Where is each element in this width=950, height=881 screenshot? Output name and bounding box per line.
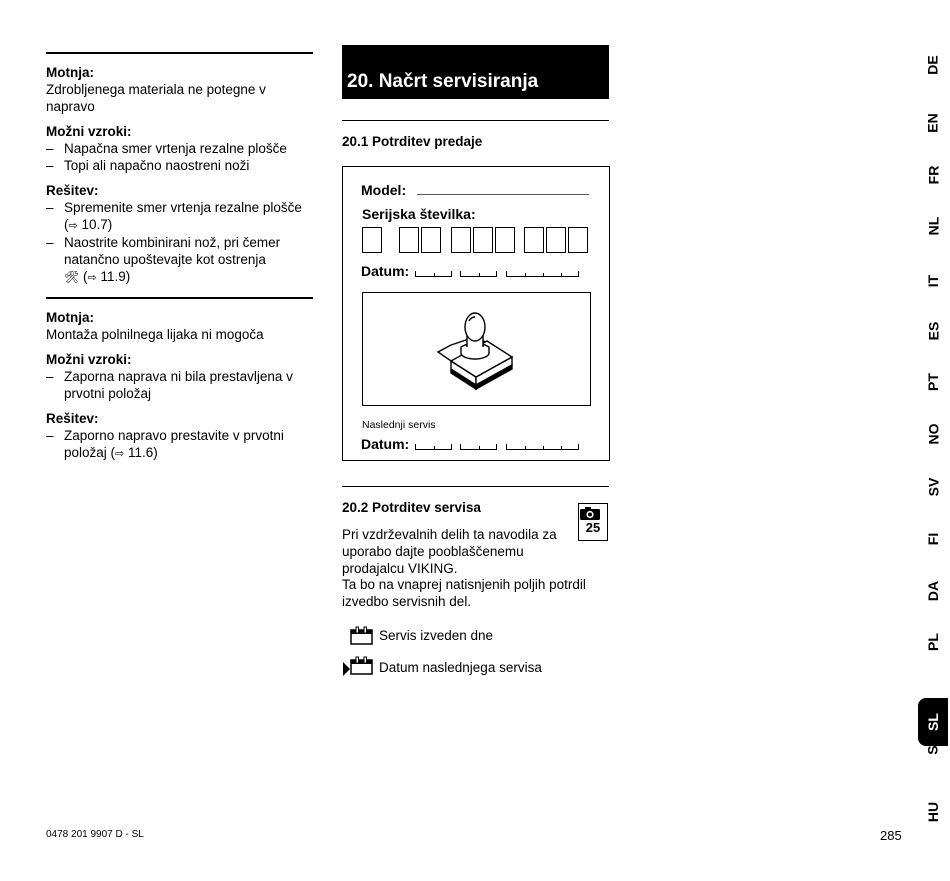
language-tab-es[interactable]	[918, 316, 948, 346]
calendar-icon	[350, 626, 373, 645]
troubleshooting-block-1	[46, 52, 313, 286]
serial-digit-box	[546, 227, 566, 253]
date-field-month	[460, 444, 497, 450]
language-tab-no[interactable]	[918, 419, 948, 449]
language-tab-label: FR	[924, 165, 941, 185]
legend-label: Servis izveden dne	[379, 628, 494, 643]
language-tab-fi[interactable]	[918, 524, 948, 554]
solution-heading: Rešitev:	[46, 411, 99, 426]
stamp-icon	[363, 293, 592, 407]
language-tab-label: EN	[924, 113, 941, 133]
language-tab-label: NO	[925, 423, 941, 445]
legend-label: Datum naslednjega servisa	[379, 659, 542, 675]
language-tab-label: SL	[924, 713, 941, 731]
camera-icon	[579, 506, 601, 521]
date-field-day	[415, 444, 452, 450]
problem-heading: Motnja:	[46, 310, 94, 325]
arrow-ref-icon: ⇨	[115, 447, 125, 460]
list-item: – Naostrite kombinirani nož, pri čemer natančno upoštevajte kot ostrenja 🛠 (⇨ 11.9)	[46, 235, 281, 284]
language-tab-label: DE	[924, 55, 941, 75]
date-label: Datum:	[361, 263, 410, 279]
solution-heading: Rešitev:	[46, 183, 99, 198]
date-field-year	[506, 444, 579, 450]
causes-heading: Možni vzroki:	[46, 124, 132, 139]
serial-digit-box	[399, 227, 419, 253]
handover-card	[342, 166, 610, 461]
arrow-ref-icon: ⇨	[68, 219, 78, 232]
serial-digit-box	[473, 227, 493, 253]
date-field-day	[415, 271, 452, 277]
photo-reference-badge	[578, 503, 608, 541]
serial-digit-box	[362, 227, 382, 253]
date-field-year	[506, 271, 579, 277]
serial-digit-box	[421, 227, 441, 253]
problem-text: Montaža polnilnega lijaka ni mogoča	[46, 327, 264, 342]
tools-icon: 🛠	[64, 270, 80, 284]
language-tab-label: HU	[924, 801, 941, 823]
model-label: Model:	[361, 182, 407, 198]
legend-service-done	[350, 626, 493, 645]
language-tab-nl[interactable]	[918, 211, 948, 241]
language-tab-label: FI	[924, 532, 941, 546]
language-tab-it[interactable]	[918, 266, 948, 296]
section-heading-20-2: 20.2 Potrditev servisa	[342, 500, 481, 515]
service-paragraph-2: Ta bo na vnaprej natisnjenih poljih potrdil izvedbo servisnih del.	[342, 577, 586, 609]
problem-heading: Motnja:	[46, 65, 94, 80]
document-number: 0478 201 9907 D - SL	[46, 829, 144, 840]
language-tab-label: NL	[924, 216, 941, 236]
page-title: 20. Načrt servisiranja	[342, 45, 609, 99]
causes-heading: Možni vzroki:	[46, 352, 132, 367]
language-tab-hu[interactable]	[918, 797, 948, 827]
photo-number: 25	[585, 520, 601, 535]
language-tab-sk[interactable]	[918, 730, 948, 760]
language-tab-label: PT	[924, 373, 941, 391]
service-paragraph-1: Pri vzdrževalnih delih ta navodila za uporabo dajte pooblaščenemu prodajalcu VIKING.	[342, 527, 557, 576]
serial-digit-box	[568, 227, 588, 253]
language-tab-label: SV	[925, 477, 941, 497]
serial-digit-box	[451, 227, 471, 253]
arrow-ref-icon: ⇨	[87, 271, 97, 284]
section-heading-20-1: 20.1 Potrditev predaje	[342, 134, 483, 149]
date-label: Datum:	[361, 436, 410, 452]
serial-digit-box	[495, 227, 515, 253]
serial-digit-box	[524, 227, 544, 253]
model-field-line	[417, 194, 589, 195]
list-item: – Napačna smer vrtenja rezalne plošče	[46, 141, 287, 156]
serial-label: Serijska številka:	[362, 206, 476, 222]
problem-text: Zdrobljenega materiala ne potegne v napravo	[46, 82, 266, 114]
list-item: – Zaporno napravo prestavite v prvotni položaj (⇨ 11.6)	[46, 428, 284, 460]
divider	[342, 120, 609, 121]
language-tab-pt[interactable]	[918, 367, 948, 397]
list-item: – Zaporna naprava ni bila prestavljena v prvotni položaj	[46, 369, 293, 401]
language-tab-label: ES	[925, 321, 941, 341]
divider	[342, 486, 609, 487]
language-tab-de[interactable]	[918, 50, 948, 80]
language-tab-fr[interactable]	[918, 160, 948, 190]
language-tab-label: DA	[924, 580, 941, 602]
language-tab-label: PL	[924, 633, 941, 651]
next-service-label: Naslednji servis	[362, 419, 436, 431]
list-item: – Topi ali napačno naostreni noži	[46, 158, 250, 173]
legend-next-service	[342, 656, 542, 678]
language-tab-da[interactable]	[918, 576, 948, 606]
language-tab-en[interactable]	[918, 108, 948, 138]
page-number: 285	[880, 828, 902, 843]
troubleshooting-block-2	[46, 297, 313, 462]
language-tab-label: IT	[924, 274, 941, 288]
language-tab-pl[interactable]	[918, 627, 948, 657]
stamp-area	[362, 292, 591, 406]
language-tab-label: SK	[924, 735, 941, 755]
calendar-next-icon	[342, 656, 373, 678]
language-tab-sv[interactable]	[918, 472, 948, 502]
list-item: – Spremenite smer vrtenja rezalne plošče (⇨ 10.7)	[46, 200, 302, 232]
date-field-month	[460, 271, 497, 277]
